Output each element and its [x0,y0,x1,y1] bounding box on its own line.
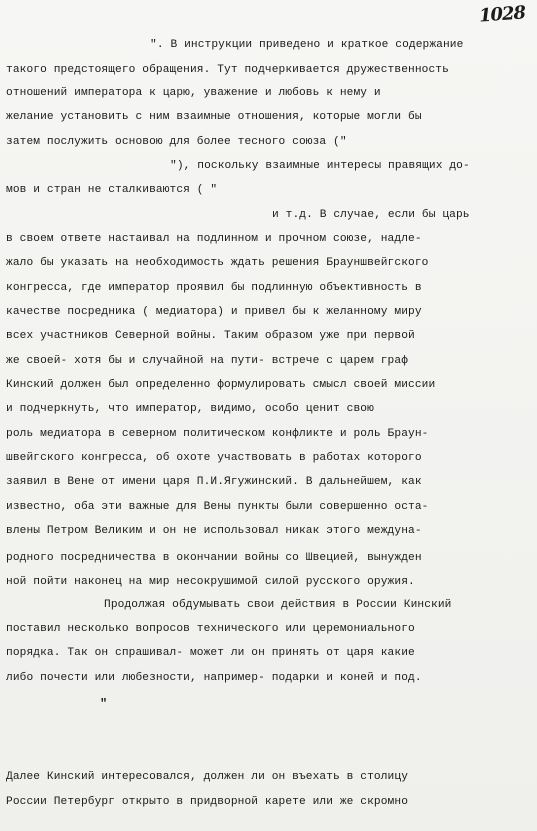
text-line-6: "), поскольку взаимные интересы правящих до- [170,160,470,172]
text-line-25: поставил несколько вопросов технического или церемониального [6,623,415,635]
text-line-24: Продолжая обдумывать свои действия в России Кинский [104,599,452,611]
text-line-2: такого предстоящего обращения. Тут подчеркивается дружественность [6,64,449,76]
text-line-27: либо почести или любезности, например- подарки и коней и под. [6,672,422,684]
text-line-10: жало бы указать на необходимость ждать решения Брауншвейгского [6,257,429,269]
text-line-21: влены Петром Великим и он не использовал никак этого междуна- [6,525,422,537]
text-line-8: и т.д. В случае, если бы царь [272,209,470,221]
text-line-28: Далее Кинский интересовался, должен ли он въехать в столицу [6,771,409,783]
text-line-22: родного посредничества в окончании войны со Швецией, вынужден [6,552,422,564]
text-line-23: ной пойти наконец на мир несокрушимой силой русского оружия. [6,576,415,588]
text-line-26: порядка. Так он спрашивал- может ли он принять от царя какие [6,647,415,659]
text-line-17: роль медиатора в северном политическом конфликте и роль Браун- [6,428,429,440]
text-line-7: мов и стран не сталкиваются ( " [6,184,218,196]
text-line-9: в своем ответе настаивал на подлинном и прочном союзе, надле- [6,233,422,245]
text-line-20: известно, оба эти важные для Вены пункты были совершенно оста- [6,501,429,513]
text-line-15: Кинский должен был определенно формулировать смысл своей миссии [6,379,436,391]
text-line-5: затем послужить основою для более тесного союза (" [6,136,347,148]
text-line-29: России Петербург открыто в придворной карете или же скромно [6,796,409,808]
text-line-3: отношений императора к царю, уважение и любовь к нему и [6,87,381,99]
text-line-19: заявил в Вене от имени царя П.И.Ягужинский. В дальнейшем, как [6,476,422,488]
text-line-1: ". В инструкции приведено и краткое содержание [150,39,464,51]
text-line-14: же своей- хотя бы и случайной на пути- встрече с царем граф [6,355,409,367]
text-line-13: всех участников Северной войны. Таким образом уже при первой [6,330,415,342]
text-line-12: качестве посредника ( медиатора) и привел бы к желанному миру [6,306,422,318]
text-line-16: и подчеркнуть, что император, видимо, особо ценит свою [6,403,374,415]
page-number: 1028 [478,2,526,27]
text-line-4: желание установить с ним взаимные отношения, которые могли бы [6,111,422,123]
quote-mark: " [100,697,108,711]
text-line-11: конгресса, где император проявил бы подлинную объективность в [6,282,422,294]
text-line-18: швейгского конгресса, об охоте участвовать в работах которого [6,452,422,464]
